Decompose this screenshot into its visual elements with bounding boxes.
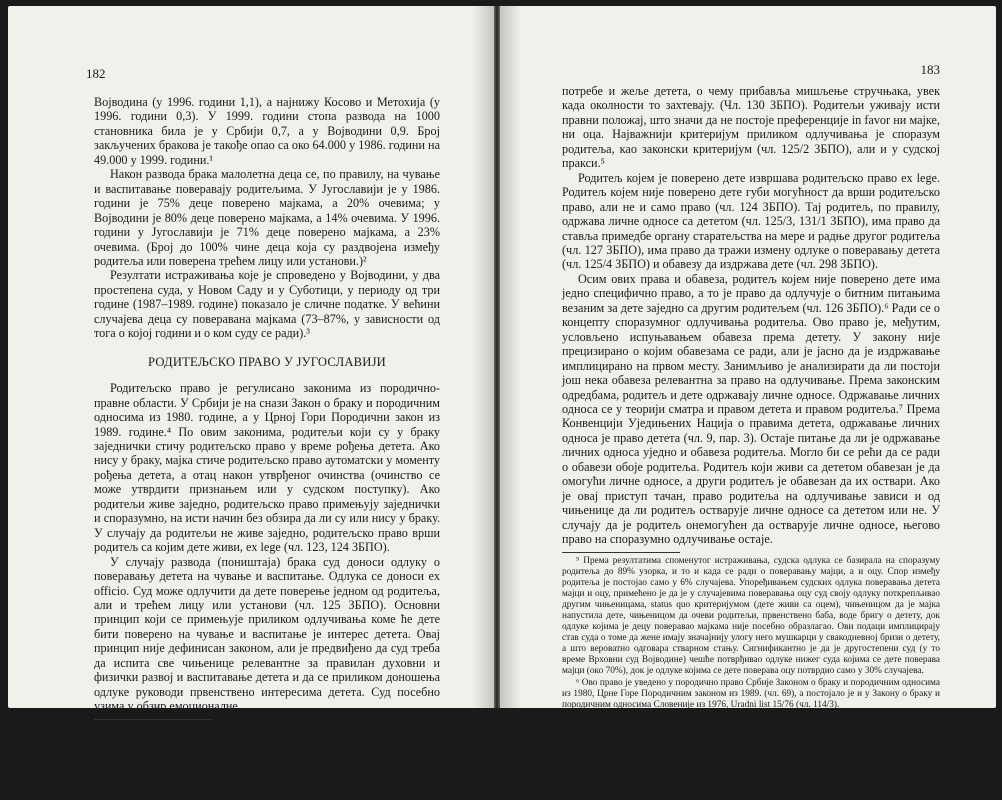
paragraph: Родитељско право је регулисано законима из породично-правне области. У Србији је на снази Закон о браку и породичним односима из 1980. године, а у Црној Гори Породични закон из 1989. године.⁴ По овим законима, родитељи који су у браку заједнички стичу родитељско право у време рођења детета. Ако нису у браку, мајка стиче родитељско право аутоматски у моменту рођења детета, а отац након утврђеног очинства (очинство се може утврдити признањем или у судском поступку). Ако родитељи живе заједно, родитељско право примењују заједнички и споразумно, на исти начин без обзира да ли су или нису у браку. У случају да родитељи не живе заједно, родитељско право врши родитељ са којим дете живи, ex lege (чл. 123, 124 ЗБПО).	[94, 381, 440, 555]
right-body-text	[562, 84, 940, 744]
footnote: ¹ Статистички годишњак Југославије за 1998. годину и Саопштење Републичког завода за статистику Србије, бр. 269, год. L, 21.12.2000.	[94, 722, 440, 744]
footnote: ⁴ Службени гласник Србије 22/80, 22/93, 35/94, 29/2001 у даљем тексту ЗБПО; односно Службени лист Црне Горе 7/89.	[94, 778, 440, 800]
section-heading: РОДИТЕЉСКО ПРАВО У ЈУГОСЛАВИЈИ	[148, 354, 386, 369]
paragraph: Резултати истраживања које је спроведено у Војводини, у два простепена суда, у Новом Саду и у Суботици, у периоду од три године (1987–1989. године) показало је сличне податке. У већини случајева деца су поверавана мајкама (73–87%, у зависности од тога о којој години и о ком суду се ради).³	[94, 268, 440, 341]
paragraph: У случају развода (поништаја) брака суд доноси одлуку о поверавању детета на чување и васпитање. Одлука се доноси ex officio. Суд може одлучити да дете поверење једном од родитеља, али и трећем лицу или установи (чл. 125 ЗБПО). Основни принцип који се примењује приликом одлучивања коме ће дете бити поверено на чување и васпитање је интерес детета. Овај принцип није дефинисан законом, али је предвиђено да суд треба да испита све чињенице релевантне за правилан духовни и физички развој и васпитавање детета и да се приликом доношења одлуке руководи првенствено интересима детета. Суд посебно узима у обзир емоционалне	[94, 554, 440, 714]
paragraph: Војводина (у 1996. години 1,1), а најнижу Косово и Метохија (у 1996. години 0,3). У 1999. години стопа развода на 1000 становника била је у Србији 0,7, а у Војводини 0,9. Број закључених бракова је такође опао са око 64.000 у 1986. години на 49.000 у 1999. години.¹	[94, 95, 440, 167]
footnote: ⁵ Према резултатима споменутог истраживања, судска одлука се базирала на споразуму родитеља до 89% узорка, и то и када се ради о поверавању мајци, а и оцу. Спор између родитеља је постојао само у 6% случајева. Упоређивањем судских одлука поверавања детета мајци и оцу, примећено је да је у случајевима поверавања оцу суд своју одлуку поткрепљивао другим чињеницама, status quo критеријумом (дете живи са оцем), чињеницом да је мајка напустила дете, чињеницом да очеви родитељи, првенствено баба, воде бригу о детету, док одлуке којима је децу поверавао мајкама није посебно образлагао. Ови подаци имплицирају став суда о томе да жене имају значајнију улогу него мушкарци у свакодневној бризи о детету, а што вероватно одговара стварном стању. Сигнификантно је да је другостепени суд (у то време Врховни суд Војводине) чешће потврђивао одлуке нижег суда којима се дете поверава мајци (око 70%), док је одлуке којима се дете поверава оцу потврдио само у 30% случајева.	[562, 555, 940, 677]
left-page	[8, 6, 494, 800]
right-page	[500, 6, 996, 743]
paragraph: Родитељ којем је поверено дете извршава родитељско право ex lege. Родитељ којем није поверено дете губи могућност да врши родитељско право, али не и само право (чл. 124 ЗБПО). Тај родитељ, по правилу, одржава личне односе са дететом (чл. 125/3, 131/1 ЗБПО), има право да ставља примедбе органу старатељства на мере и радње другог родитеља (чл. 127 ЗБПО), има право да тражи измену одлуке о поверавању детета (чл. 125/4 ЗБПО) и обавезу да издржава дете (чл. 298 ЗБПО).	[562, 170, 940, 272]
footnote: ⁶ Ово право је уведено у породично право Србије Законом о браку и породичним односима из 1980, Црне Горе Породичним законом из 1989. (чл. 69), а постојало је и у Закону о браку и породичним односима Словеније из 1976, Uradni list 15/76 (чл. 114/3).	[562, 677, 940, 710]
gutter-shadow	[500, 6, 522, 708]
gutter-shadow	[472, 6, 494, 708]
paragraph: Осим ових права и обавеза, родитељ којем није поверено дете има једно специфично право, а то је право да одлучује о битним питањима везаним за дете заједно са другим родитељем (чл. 126 ЗБПО).⁶ Ради се о концепту споразумног одлучивања родитеља. Ово право је, међутим, условљено испуњавањем обавеза према детету. У закону није прецизирано о којим обавезама се ради, али је јасно да је издржавање имплицирано на првом месту. Занимљиво је анализирати да ли постоји још нека обавеза релевантна за право на одлучивање. Према законским одредбама, родитељ и дете одржавају личне односе. Одржавање личних односа се у теорији сматра и правом детета и правом родитеља.⁷ Према Конвенцији Уједињених Нација о правима детета, одржавање личних односа је право детета (чл. 9, пар. 3). Остаје питање да ли је одржавање личних односа уједно и обавеза родитеља. Могло би се рећи да се ради о обавези обоје родитеља. Родитељ који живи са дететом обавезан је да омогући личне односе, а други родитељ је обавезан да их оствари. Ако је овај приступ тачан, право родитеља на одлучивање зависи и од чињенице да ли родитељ остварује личне односе са дететом или не. У случају да је родитељ онемогућен да остварује личне односе, његово право на споразумно одлучивање остаје.	[562, 271, 940, 547]
paragraph: Након развода брака малолетна деца се, по правилу, на чување и васпитавање поверавају родитељима. У Југославији је у 1986. години је 75% деце поверено мајкама, а 20% очевима; у Војводини је 80% деце поверено мајкама, а 14% очевима. У 1996. години у Југославији је 71% деце поверено мајкама, а 23% очевима. (Број до 100% чине деца која су раздвојена између родитеља или поверена трећем лицу или установи.)²	[94, 167, 440, 268]
footnote: ⁷ Олга Цвејић Јанчић, Породично право II – Родитељско и старатељско право, 1998, стр. 62; Марија Драшкић, Породично право, 1998, стр. 272, Комар, Кораћ, Пољавић, Породично право, 1996, стр. 179.	[562, 710, 940, 743]
page-number-left: 182	[86, 66, 106, 81]
footnote: ² Ibidem.	[108, 744, 142, 755]
left-body-text	[94, 95, 440, 800]
page-number-right: 183	[920, 62, 940, 77]
footnote: ³ О томе више у: Гордана Ковачек Станић, Правни израз родитељства, Правни факултет – Центар за издавачку делатност, Нови Сад, 1994.	[94, 755, 440, 777]
footnote-rule	[562, 552, 680, 553]
footnote-rule	[94, 719, 212, 720]
paragraph: потребе и жеље детета, о чему прибавља мишљење стручњака, увек када околности то захтевају. (Чл. 130 ЗБПО). Родитељи уживају исти правни положај, што значи да не постоје преференције in favor ни мајке, ни оца. Најважнији критеријум приликом одлучивања је споразум родитеља, као законски критеријум (чл. 125/2 ЗБПО), али и у судској пракси.⁵	[562, 84, 940, 171]
